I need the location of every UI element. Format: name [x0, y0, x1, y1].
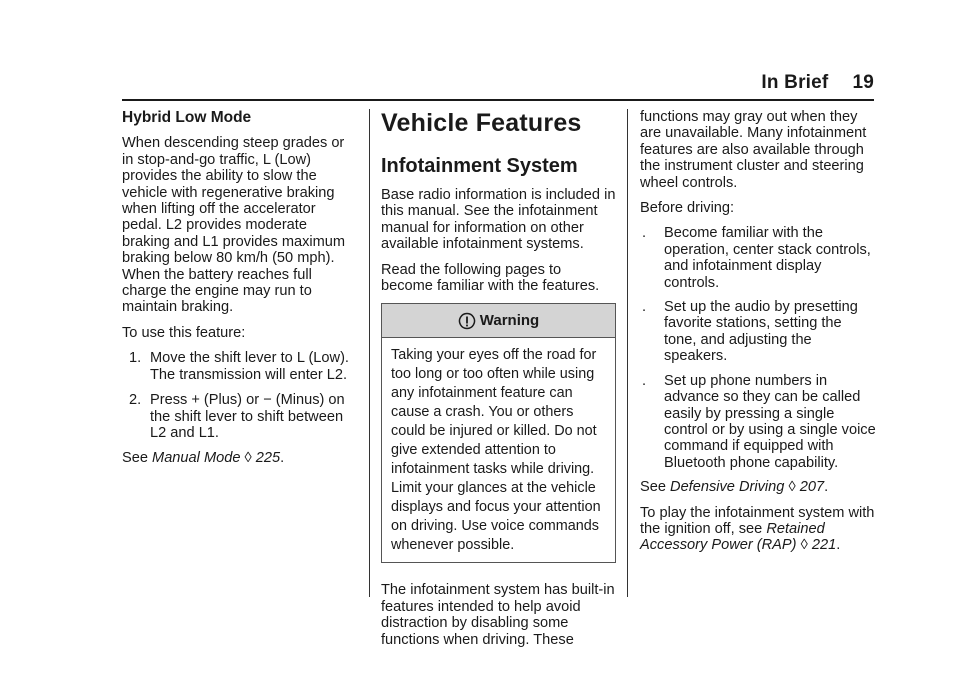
column-2: [381, 109, 616, 657]
distraction-features-text: The infotainment system has built-in features intended to help avoid distraction by disabling some functions when driving. These: [381, 582, 615, 648]
page-number: 19: [852, 72, 874, 93]
infotainment-read-more: Read the following pages to become familiar with the features.: [381, 261, 600, 295]
page-ref-icon: ◊: [800, 537, 808, 554]
list-item: . Become familiar with the operation, center stack controls, and infotainment display controls.: [642, 225, 871, 291]
column-1: [122, 110, 358, 476]
feature-usage-intro: To use this feature:: [122, 324, 246, 341]
bullet-icon: .: [642, 372, 647, 389]
warning-box: [381, 303, 616, 563]
retained-power-reference: To play the infotainment system with the ignition off, see Retained Accessory Power (RAP) ◊ 221.: [640, 504, 875, 554]
column-3: [640, 109, 876, 563]
defensive-driving-link[interactable]: Defensive Driving: [670, 479, 785, 496]
warning-text: Taking your eyes off the road for too long or too often while using any infotainment feature can cause a crash. You or others could be injured or killed. Do not give extended attention to infotainment tasks while driving. Limit your glances at the vehicle displays and focus your attention on driving. Use voice commands whenever possible.: [391, 347, 601, 554]
bullet-icon: .: [642, 299, 647, 316]
section-title: In Brief: [761, 72, 829, 93]
gray-out-text: functions may gray out when they are unavailable. Many infotainment features are also available through the instrument cluster and steering wheel controls.: [640, 109, 867, 191]
retained-accessory-power-link[interactable]: Retained Accessory Power (RAP): [640, 520, 825, 554]
manual-mode-reference: See Manual Mode ◊ 225.: [122, 450, 285, 467]
before-driving-list: [640, 225, 876, 471]
column-divider-1: [369, 109, 370, 597]
list-item: 2. Press + (Plus) or − (Minus) on the shift lever to shift between L2 and L1.: [129, 392, 345, 441]
bullet-icon: .: [642, 225, 647, 242]
infotainment-system-heading: Infotainment System: [381, 155, 578, 177]
hybrid-low-mode-text: When descending steep grades or in stop-and-go traffic, L (Low) provides the ability to slow the vehicle with regenerative braking when lifting off the accelerator pedal. L2 provides moderate braking and L1 provides maximum braking below 80 km/h (50 mph). When the battery reaches full charge the engine may run to maintain braking.: [122, 135, 346, 316]
list-item: 1. Move the shift lever to L (Low). The transmission will enter L2.: [129, 350, 349, 383]
steps-list: [122, 350, 358, 441]
warning-title: Warning: [479, 311, 540, 329]
header-rule: [122, 99, 874, 101]
page-ref-icon: ◊: [788, 479, 796, 496]
before-driving-label: Before driving:: [640, 200, 735, 217]
column-divider-2: [627, 109, 628, 597]
page-ref-icon: ◊: [244, 450, 252, 467]
page-header: [761, 72, 874, 94]
list-item: . Set up the audio by presetting favorite stations, setting the tone, and adjusting the speakers.: [642, 299, 858, 365]
manual-mode-link[interactable]: Manual Mode: [152, 450, 241, 467]
warning-header: [382, 304, 615, 338]
hybrid-low-mode-heading: Hybrid Low Mode: [122, 109, 252, 126]
vehicle-features-title: Vehicle Features: [381, 109, 582, 137]
defensive-driving-reference: See Defensive Driving ◊ 207.: [640, 479, 829, 496]
infotainment-intro: Base radio information is included in this manual. See the infotainment manual for information on other available infotainment systems.: [381, 187, 616, 253]
warning-icon: [458, 312, 476, 330]
list-item: . Set up phone numbers in advance so they can be called easily by pressing a single control or by using a single voice command if equipped with Bluetooth phone capability.: [642, 372, 876, 471]
